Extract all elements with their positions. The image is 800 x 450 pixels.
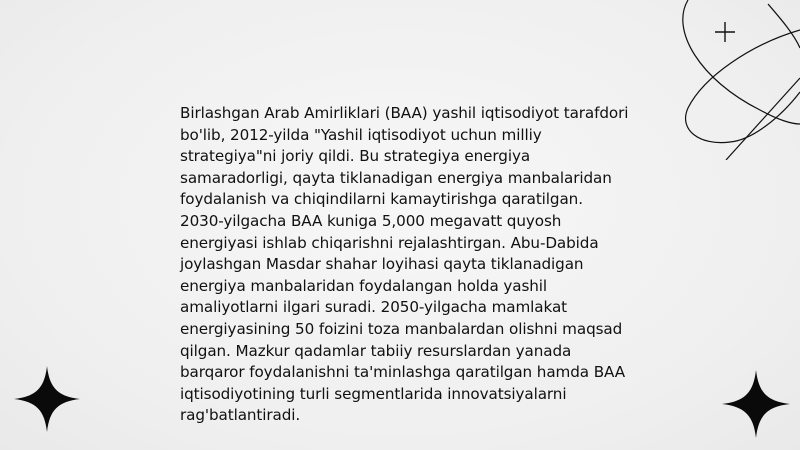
star-shape [722,370,790,438]
orbit-arc [683,0,800,124]
sparkle-icon [715,22,735,42]
orbit-lines-icon [660,0,800,160]
body-paragraph: Birlashgan Arab Amirliklari (BAA) yashil iqtisodiyot tarafdori bo'lib, 2012-yilda "Yashil iqtisodiyot uchun milliy strategiya"ni joriy qildi. Bu strategiya energiya samaradorligi, qayta tiklanadigan energiya manbalaridan foydalanish va chiqindilarni kamaytirishga qaratilgan. 2030-yilgacha BAA kuniga 5,000 megavatt quyosh energiyasi ishlab chiqarishni rejalashtirgan. Abu-Dabida joylashgan Masdar shahar loyihasi qayta tiklanadigan energiya manbalaridan foydalangan holda yashil amaliyotlarni ilgari suradi. 2050-yilgacha mamlakat energiyasining 50 foizini toza manbalardan olishni maqsad qilgan. Mazkur qadamlar tabiiy resurslardan yanada barqaror foydalanishni ta'minlashga qaratilgan hamda BAA iqtisodiyotining turli segmentlarida innovatsiyalarni rag'batlantiradi. [180,104,629,425]
orbit-ring [768,4,800,48]
star-shape [14,366,80,432]
orbit-diagonal [726,78,800,160]
four-point-star-icon [14,366,80,432]
orbit-ellipse [686,30,800,143]
four-point-star-icon [722,370,790,438]
